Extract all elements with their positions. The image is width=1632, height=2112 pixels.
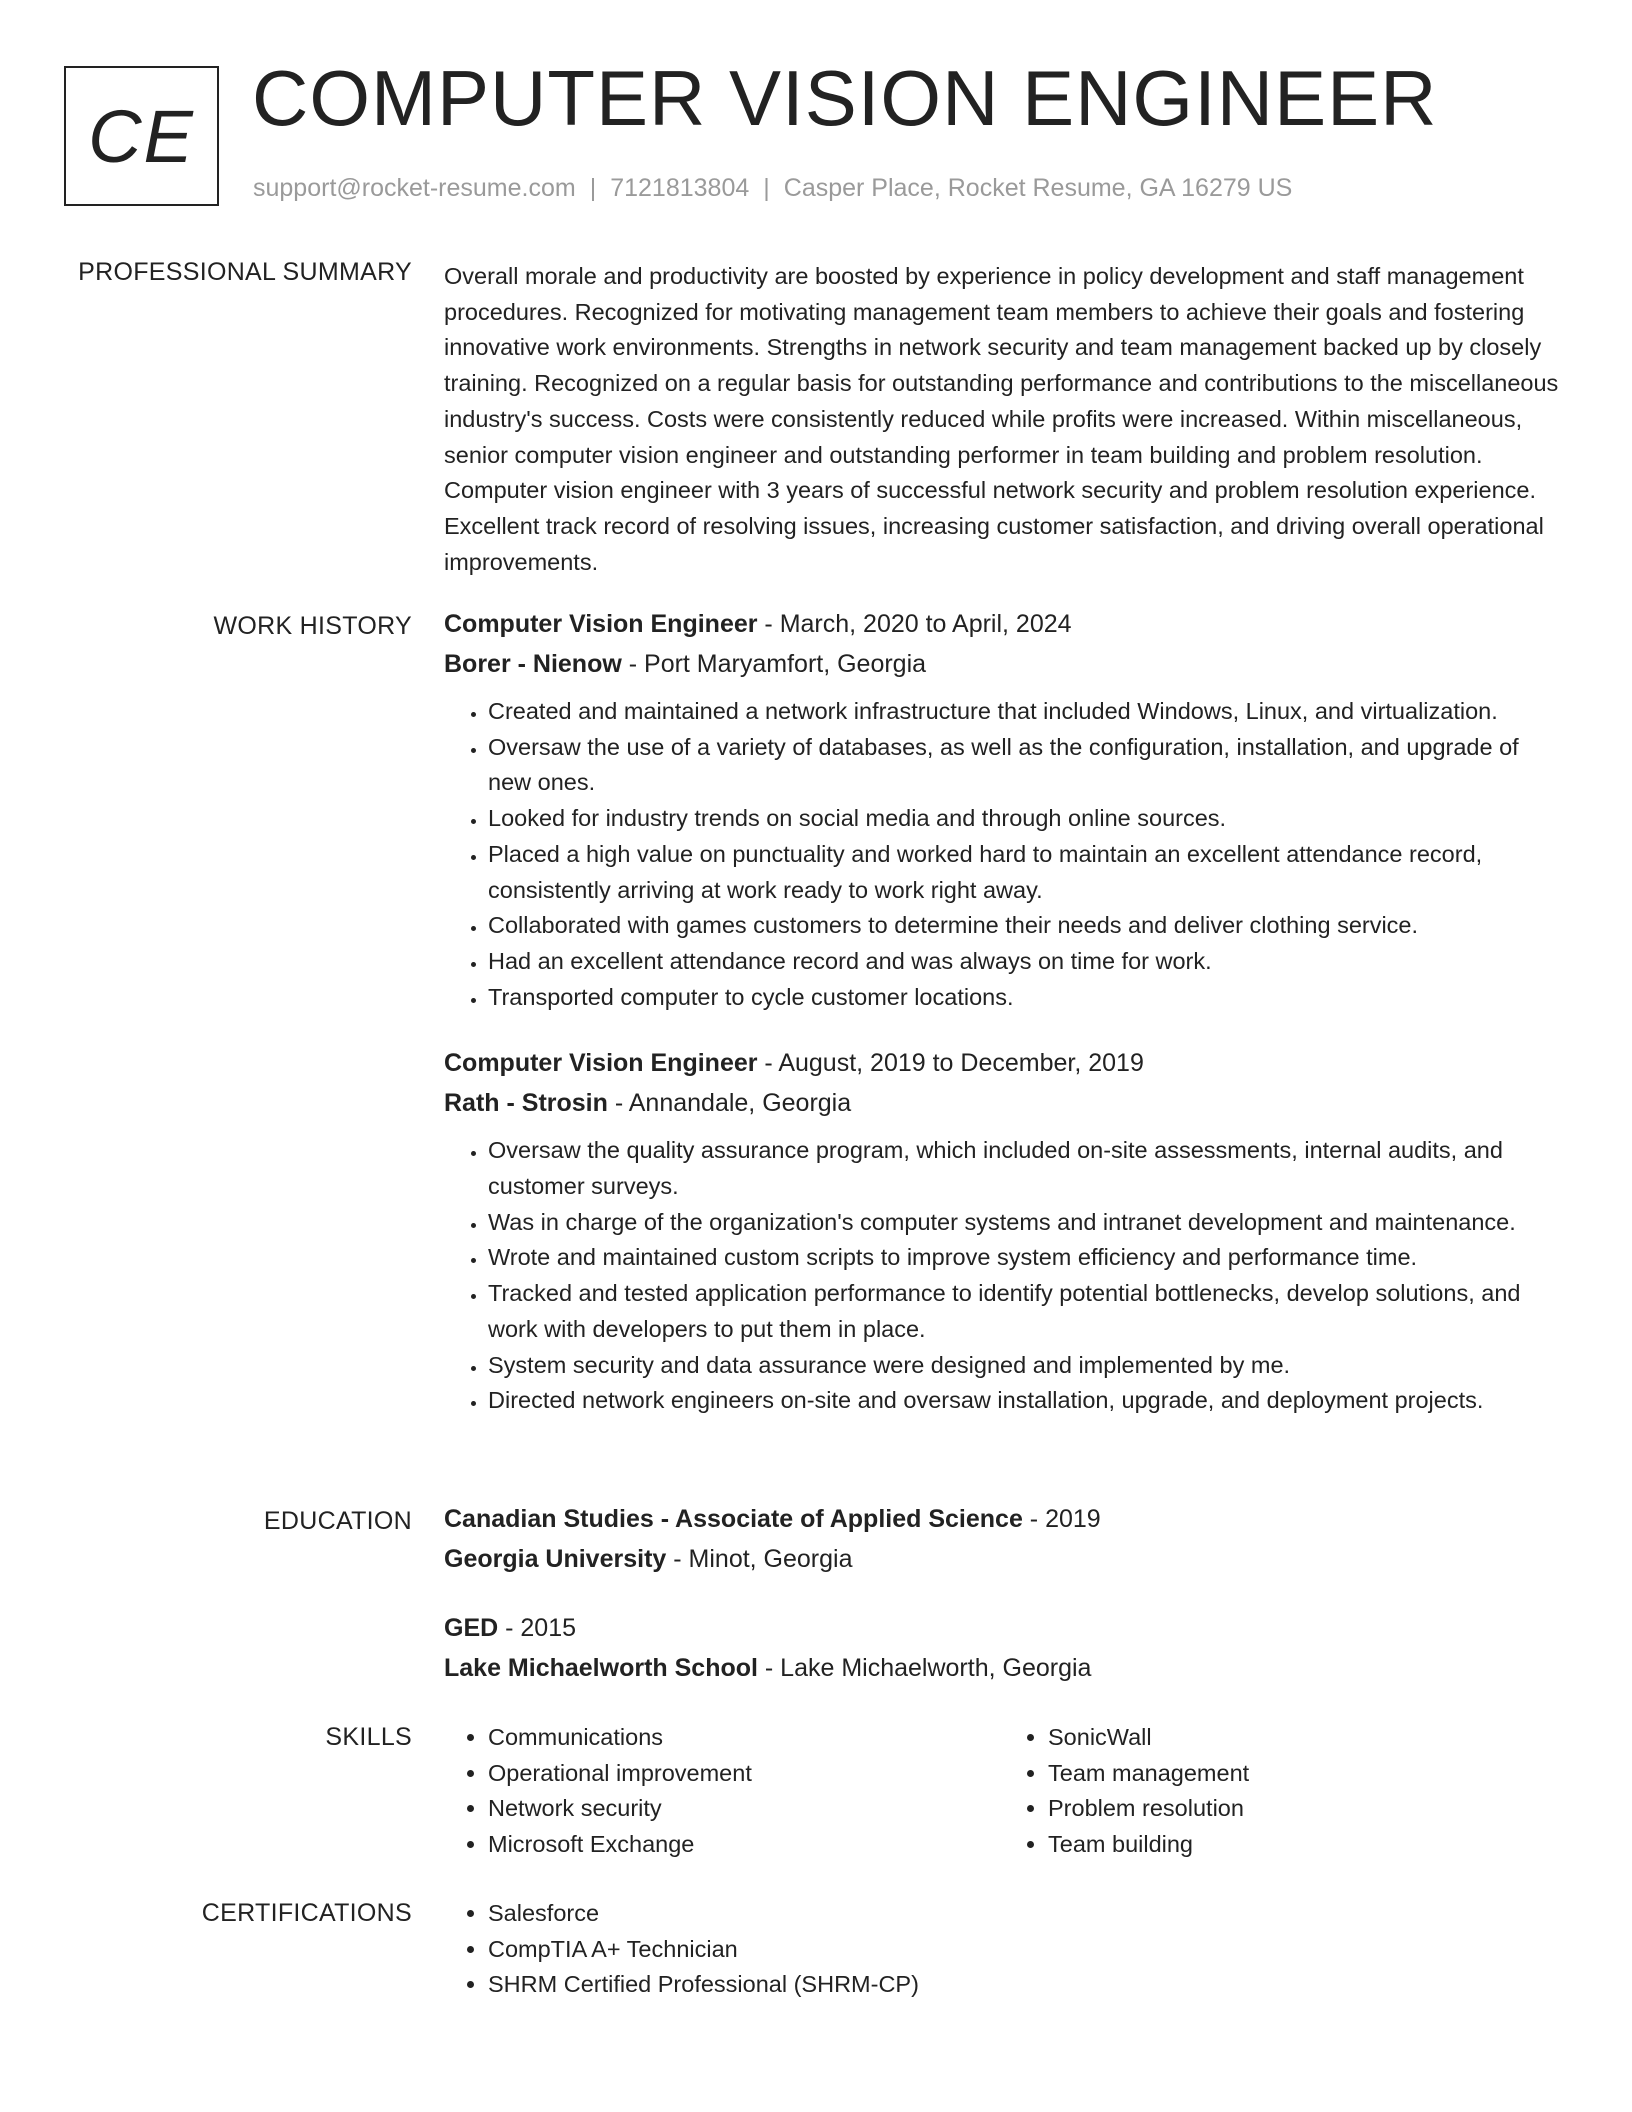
skills-list-left — [444, 1720, 1004, 1863]
skill-item: • Team building — [1048, 1827, 1564, 1863]
education-degree-line — [444, 1499, 1564, 1539]
skill-item: • Operational improvement — [488, 1756, 1004, 1792]
skill-item: • SonicWall — [1048, 1720, 1564, 1756]
job-bullet: • Directed network engineers on-site and oversaw installation, upgrade, and deployment projects. — [488, 1383, 1564, 1419]
skill-item: • Problem resolution — [1048, 1791, 1564, 1827]
certification-item: • Salesforce — [488, 1896, 1488, 1932]
job-dates: - March, 2020 to April, 2024 — [757, 610, 1072, 638]
skills-list-right — [1004, 1720, 1564, 1863]
job-company: Rath - Strosin — [444, 1089, 608, 1118]
job-title-line — [444, 604, 1564, 644]
education-school: Georgia University — [444, 1545, 667, 1573]
job-bullet: • Collaborated with games customers to determine their needs and deliver clothing service. — [488, 908, 1564, 944]
job-bullet: • Tracked and tested application performance to identify potential bottlenecks, develop solutions, and work with developers to put them in place. — [488, 1276, 1564, 1347]
job-dates: - August, 2019 to December, 2019 — [757, 1049, 1144, 1078]
education-school-line — [444, 1539, 1564, 1579]
job-company-line — [444, 1083, 1564, 1123]
job-entry — [444, 604, 1564, 1015]
section-label-skills: SKILLS — [325, 1723, 412, 1751]
job-bullet: • Was in charge of the organization's computer systems and intranet development and maintenance. — [488, 1205, 1564, 1241]
certification-item: • SHRM Certified Professional (SHRM-CP) — [488, 1967, 1488, 2003]
contact-separator: | — [763, 174, 770, 202]
certifications-list — [444, 1896, 1488, 2003]
job-bullet: • Wrote and maintained custom scripts to improve system efficiency and performance time. — [488, 1240, 1564, 1276]
education-school: Lake Michaelworth School — [444, 1654, 758, 1682]
education-year: - 2019 — [1022, 1505, 1101, 1533]
contact-phone: 7121813804 — [610, 174, 750, 202]
resume-title: COMPUTER VISION ENGINEER — [252, 54, 1438, 142]
contact-line — [253, 174, 1292, 203]
education-year: - 2015 — [498, 1614, 577, 1642]
job-bullet: • Looked for industry trends on social media and through online sources. — [488, 801, 1564, 837]
education-school-line — [444, 1648, 1564, 1688]
job-bullet: • System security and data assurance were designed and implemented by me. — [488, 1348, 1564, 1384]
job-bullet: • Oversaw the use of a variety of databases, as well as the configuration, installation, and upgrade of new ones. — [488, 730, 1564, 801]
job-location: - Annandale, Georgia — [607, 1089, 852, 1118]
job-bullets — [444, 1133, 1564, 1419]
job-entry — [444, 1043, 1564, 1419]
education-location: - Minot, Georgia — [666, 1545, 853, 1573]
section-label-certifications: CERTIFICATIONS — [201, 1899, 412, 1927]
job-bullet: • Created and maintained a network infrastructure that included Windows, Linux, and virtualization. — [488, 694, 1564, 730]
education-entry — [444, 1608, 1564, 1688]
section-label-education: EDUCATION — [263, 1507, 412, 1535]
job-location: - Port Maryamfort, Georgia — [621, 650, 927, 678]
education-entry — [444, 1499, 1564, 1579]
contact-email: support@rocket-resume.com — [253, 174, 576, 202]
education-location: - Lake Michaelworth, Georgia — [757, 1654, 1092, 1682]
skill-item: • Network security — [488, 1791, 1004, 1827]
job-title: Computer Vision Engineer — [444, 1049, 758, 1078]
job-company: Borer - Nienow — [444, 650, 622, 678]
job-company-line — [444, 644, 1564, 684]
skills-columns — [444, 1720, 1564, 1863]
education-degree: Canadian Studies - Associate of Applied Science — [444, 1505, 1023, 1533]
section-label-summary: PROFESSIONAL SUMMARY — [78, 258, 412, 286]
job-bullet: • Placed a high value on punctuality and worked hard to maintain an excellent attendance record, consistently arriving at work ready to work right away. — [488, 837, 1564, 908]
job-bullets — [444, 694, 1564, 1015]
contact-address: Casper Place, Rocket Resume, GA 16279 US — [783, 174, 1293, 202]
skill-item: • Microsoft Exchange — [488, 1827, 1004, 1863]
job-title: Computer Vision Engineer — [444, 610, 758, 638]
education-degree-line — [444, 1608, 1564, 1648]
job-bullet: • Oversaw the quality assurance program, which included on-site assessments, internal audits, and customer surveys. — [488, 1133, 1564, 1204]
skill-item: • Communications — [488, 1720, 1004, 1756]
education-degree: GED — [444, 1614, 499, 1642]
monogram-logo: CE — [64, 66, 219, 206]
certification-item: • CompTIA A+ Technician — [488, 1932, 1488, 1968]
skill-item: • Team management — [1048, 1756, 1564, 1792]
summary-text: Overall morale and productivity are boosted by experience in policy development and staff management procedures. Recognized for motivating management team members to achieve their goals and fostering innovative work environments. Strengths in network security and team management backed up by closely training. Recognized on a regular basis for outstanding performance and contributions to the miscellaneous industry's success. Costs were consistently reduced while profits were increased. Within miscellaneous, senior computer vision engineer and outstanding performer in team building and problem resolution. Computer vision engineer with 3 years of successful network security and problem resolution experience. Excellent track record of resolving issues, increasing customer satisfaction, and driving overall operational improvements. — [444, 263, 1559, 575]
contact-separator: | — [589, 174, 597, 202]
section-label-work-history: WORK HISTORY — [213, 612, 412, 640]
job-bullet: • Had an excellent attendance record and was always on time for work. — [488, 944, 1564, 980]
job-bullet: • Transported computer to cycle customer locations. — [488, 980, 1564, 1016]
job-title-line — [444, 1043, 1564, 1083]
